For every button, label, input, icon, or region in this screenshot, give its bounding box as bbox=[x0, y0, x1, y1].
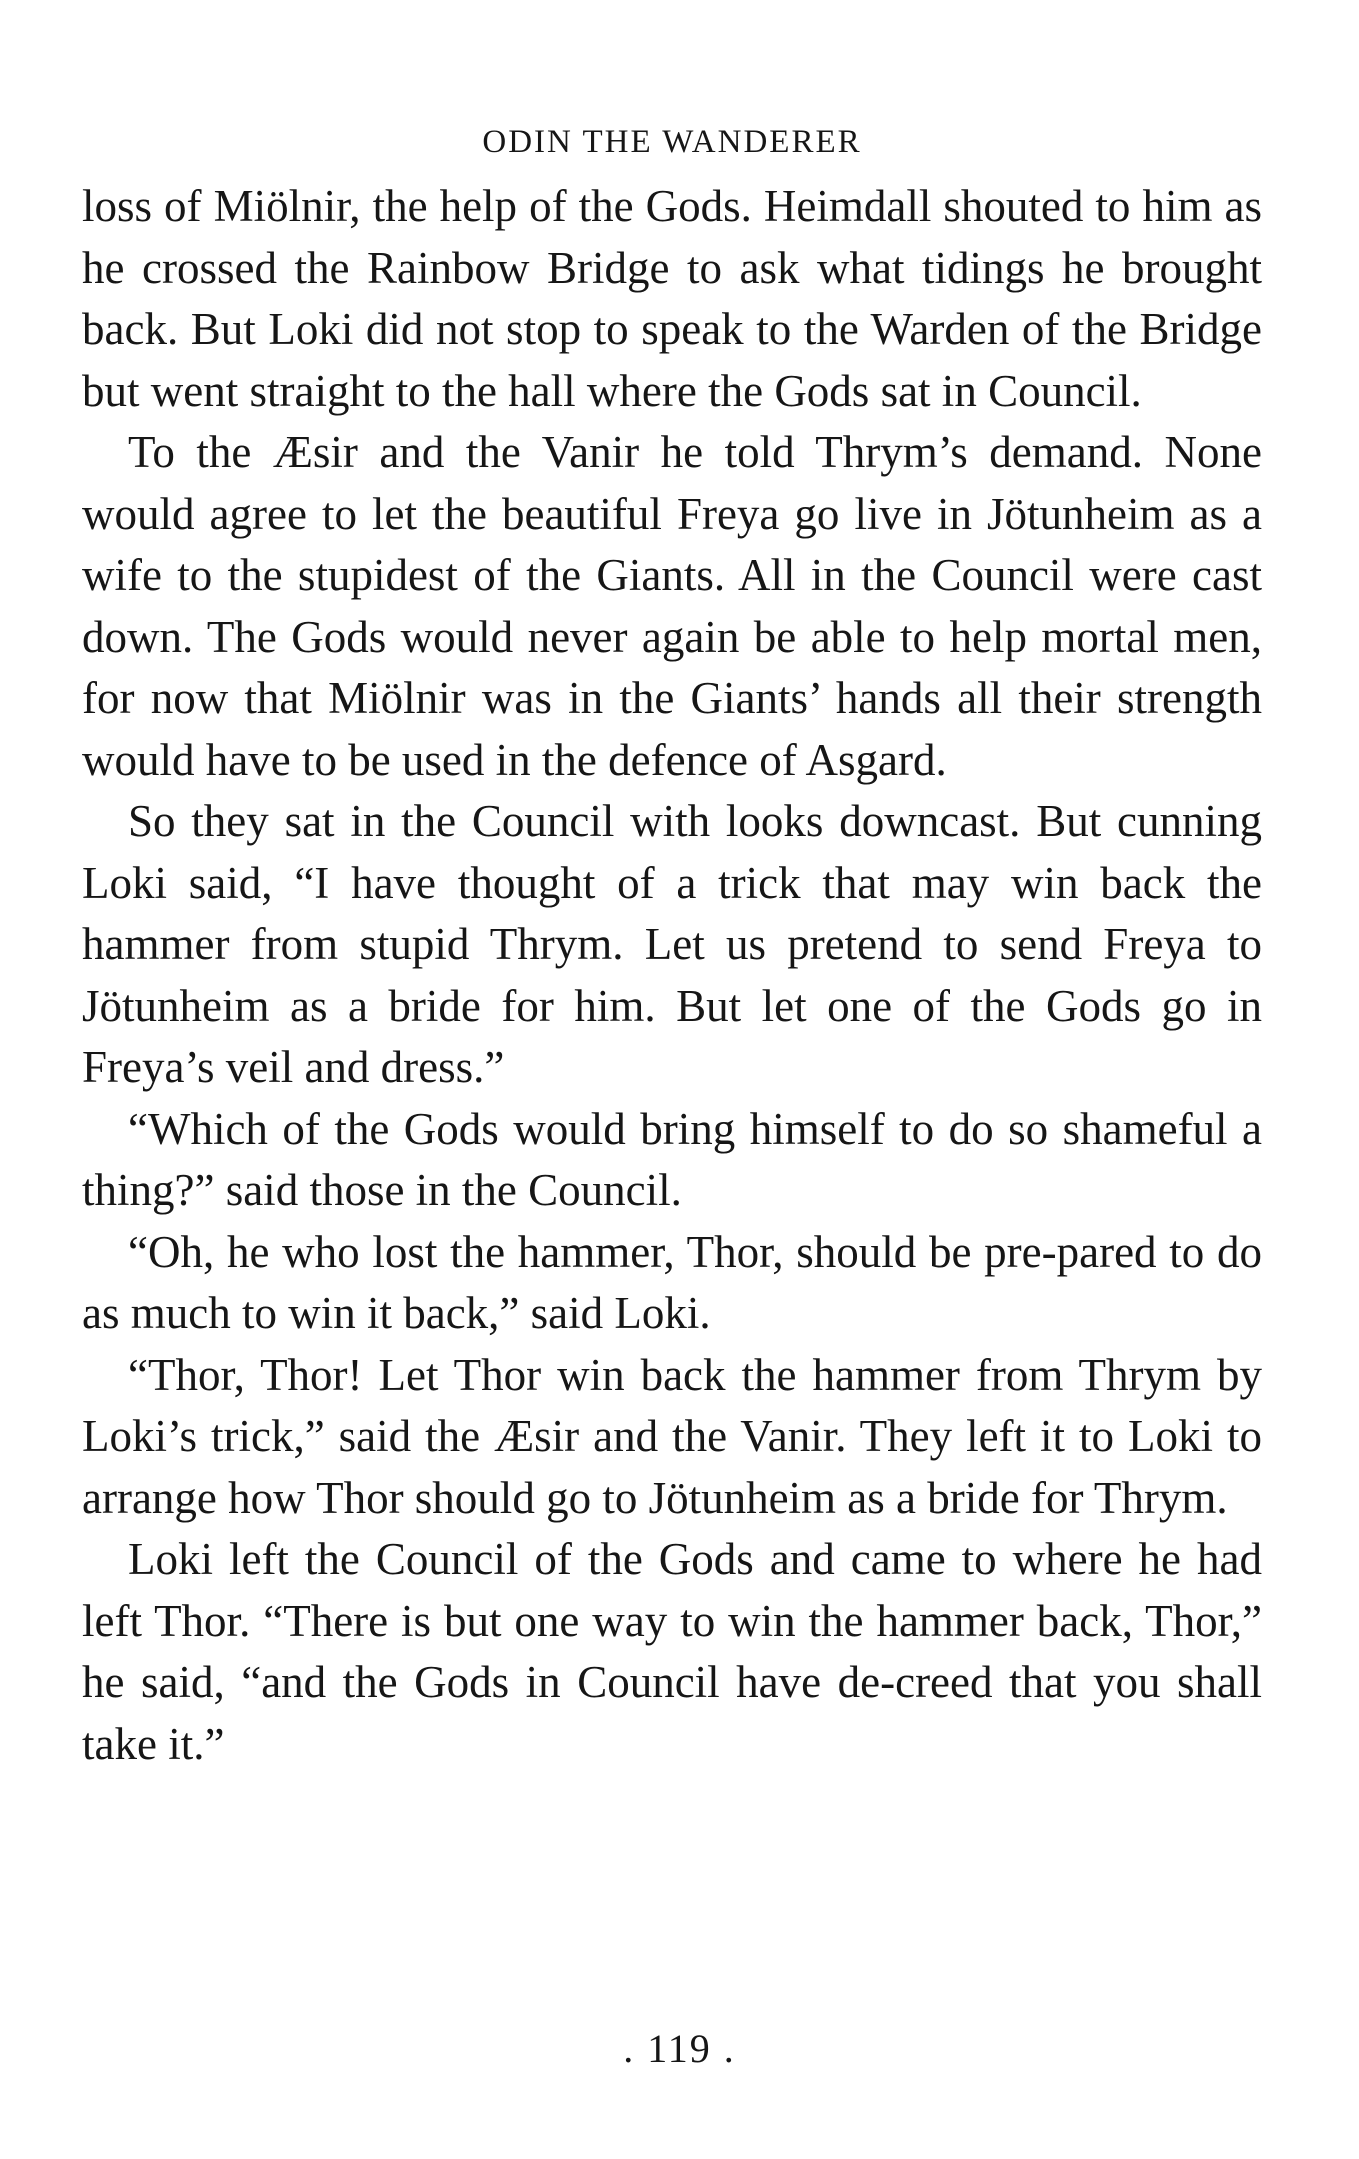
paragraph-4: “Which of the Gods would bring himself to do so shameful a thing?” said those in the Council. bbox=[82, 1103, 1262, 1215]
paragraph-5: “Oh, he who lost the hammer, Thor, should be pre-pared to do as much to win it back,” said Loki. bbox=[82, 1226, 1262, 1338]
paragraph-1: loss of Miölnir, the help of the Gods. Heimdall shouted to him as he crossed the Rainbow Bridge to ask what tidings he brought back. But Loki did not stop to speak to the Warden of the Bridge but went straight to the hall where the Gods sat in Council. bbox=[82, 181, 1262, 416]
body-text bbox=[82, 176, 1262, 1775]
book-page bbox=[82, 118, 1262, 1775]
page-number: . 119 . bbox=[623, 2026, 736, 2071]
paragraph-2: To the Æsir and the Vanir he told Thrym’s demand. None would agree to let the beautiful Freya go live in Jötunheim as a wife to the stupidest of the Giants. All in the Council were cast down. The Gods would never again be able to help mortal men, for now that Miölnir was in the Giants’ hands all their strength would have to be used in the defence of Asgard. bbox=[82, 427, 1262, 785]
paragraph-6: “Thor, Thor! Let Thor win back the hammer from Thrym by Loki’s trick,” said the Æsir and the Vanir. They left it to Loki to arrange how Thor should go to Jötunheim as a bride for Thrym. bbox=[82, 1349, 1262, 1523]
paragraph-7: Loki left the Council of the Gods and came to where he had left Thor. “There is but one way to win the hammer back, Thor,” he said, “and the Gods in Council have de-creed that you shall take it.” bbox=[82, 1534, 1262, 1769]
running-head: ODIN THE WANDERER bbox=[482, 124, 862, 160]
paragraph-3: So they sat in the Council with looks downcast. But cunning Loki said, “I have thought of a trick that may win back the hammer from stupid Thrym. Let us pretend to send Freya to Jötunheim as a bride for him. But let one of the Gods go in Freya’s veil and dress.” bbox=[82, 796, 1262, 1092]
